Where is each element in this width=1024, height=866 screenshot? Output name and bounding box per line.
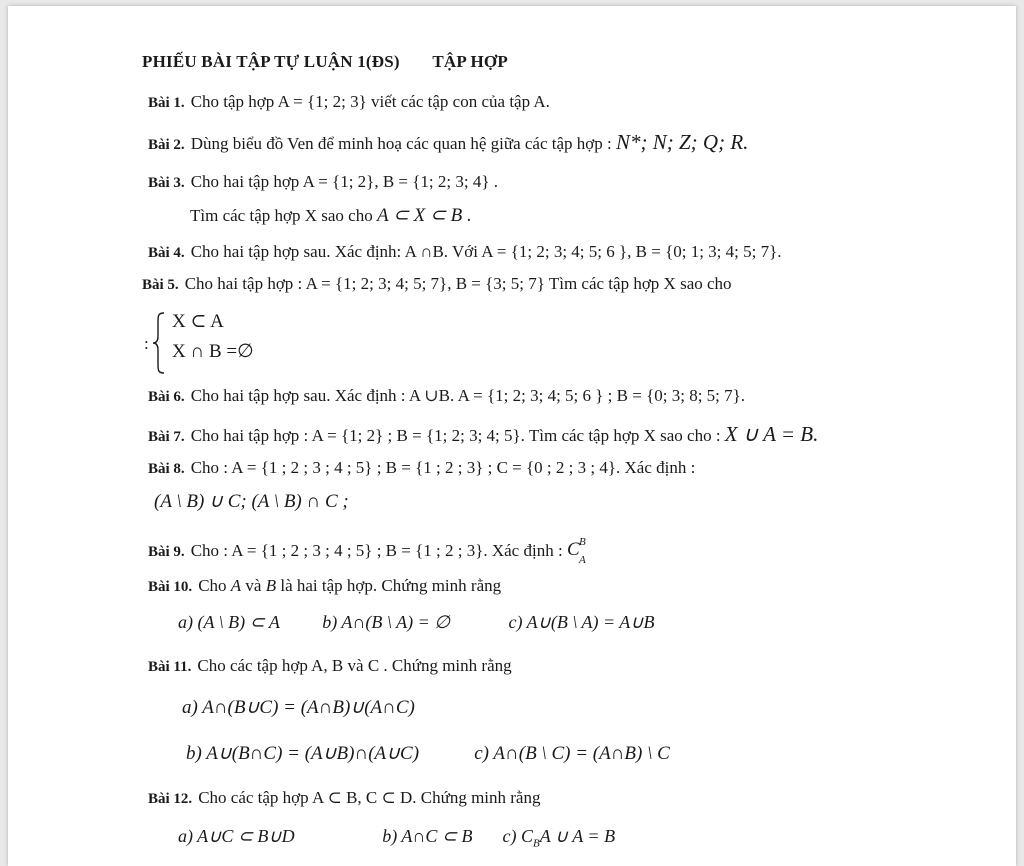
exercise-text: Cho các tập hợp A ⊂ B, C ⊂ D. Chứng minh rằng — [198, 788, 541, 807]
exercise-text: là hai tập hợp. Chứng minh rằng — [280, 576, 502, 595]
exercise-label: Bài 1. — [148, 95, 185, 111]
exercise-5 — [142, 274, 732, 295]
exercise-11 — [148, 656, 512, 677]
exercise-item: b) A∪(B∩C) = (A∪B)∩(A∪C) — [186, 743, 420, 764]
exercise-5-system — [144, 310, 304, 380]
exercise-label: Bài 8. — [148, 461, 185, 477]
left-brace-icon — [152, 312, 166, 374]
exercise-1 — [148, 92, 550, 113]
exercise-text: Dùng biểu đồ Ven để minh hoạ các quan hệ giữa các tập hợp : — [190, 134, 612, 153]
combination-base: C — [566, 539, 580, 560]
exercise-7 — [148, 424, 818, 447]
exercise-9 — [148, 536, 586, 566]
exercise-item: a) A∩(B∪C) = (A∩B)∪(A∩C) — [182, 697, 415, 718]
exercise-item-c — [502, 826, 616, 850]
document-page — [8, 6, 1016, 866]
exercise-label: Bài 5. — [142, 277, 179, 293]
exercise-text: và — [245, 576, 262, 595]
exercise-text: Cho hai tập hợp A = {1; 2}, B = {1; 2; 3; 4} . — [190, 172, 498, 191]
exercise-text: Cho hai tập hợp sau. Xác định : A ∪B. A = {1; 2; 3; 4; 5; 6 } ; B = {0; 3; 8; 5; 7}. — [190, 386, 746, 405]
exercise-item: b) A∩(B \ A) = ∅ — [322, 612, 450, 632]
exercise-text: Cho tập hợp A = {1; 2; 3} viết các tập con của tập A. — [190, 92, 550, 111]
exercise-8 — [148, 458, 695, 479]
exercise-item: a) A∪C ⊂ B∪D — [178, 826, 295, 846]
combination-sub: A — [578, 554, 586, 566]
exercise-3 — [148, 172, 498, 193]
exercise-math: (A \ B) ∪ C; (A \ B) ∩ C ; — [154, 491, 349, 512]
exercise-var: A — [230, 576, 242, 595]
exercise-item: b) A∩C ⊂ B — [382, 826, 473, 846]
worksheet-content — [8, 6, 1016, 849]
exercise-2 — [148, 132, 748, 155]
item-c-sub: B — [533, 837, 540, 850]
exercise-label: Bài 9. — [148, 544, 185, 560]
exercise-label: Bài 4. — [148, 245, 185, 261]
exercise-label: Bài 2. — [148, 137, 185, 153]
combination-sup: B — [578, 536, 586, 548]
combination-symbol — [566, 536, 586, 566]
exercise-item: c) A∩(B \ C) = (A∩B) \ C — [474, 743, 670, 764]
exercise-math: A ⊂ X ⊂ B . — [376, 205, 472, 226]
exercise-label: Bài 11. — [148, 659, 192, 675]
exercise-4 — [148, 242, 782, 263]
exercise-text: Cho hai tập hợp : A = {1; 2; 3; 4; 5; 7}, B = {3; 5; 7} Tìm các tập hợp X sao cho — [184, 274, 732, 293]
exercise-label: Bài 6. — [148, 389, 185, 405]
exercise-label: Bài 12. — [148, 791, 193, 807]
exercise-item: a) (A \ B) ⊂ A — [178, 612, 280, 632]
exercise-10-items — [178, 612, 654, 633]
exercise-3-line2 — [190, 206, 472, 226]
exercise-text: Cho : A = {1 ; 2 ; 3 ; 4 ; 5} ; B = {1 ; 2 ; 3} ; C = {0 ; 2 ; 3 ; 4}. Xác định : — [190, 458, 696, 477]
exercise-12-items — [178, 826, 615, 854]
exercise-var: B — [265, 576, 277, 595]
exercise-text: Cho — [198, 576, 227, 595]
exercise-11-items-bc — [186, 744, 670, 764]
title-right: TẬP HỢP — [432, 52, 508, 71]
exercise-text: Tìm các tập hợp X sao cho — [190, 206, 373, 225]
exercise-label: Bài 3. — [148, 175, 185, 191]
title-left: PHIẾU BÀI TẬP TỰ LUẬN 1(ĐS) — [142, 52, 400, 71]
exercise-10 — [148, 576, 501, 597]
exercise-8-line2 — [154, 492, 349, 512]
worksheet-title — [142, 52, 508, 72]
exercise-text: Cho hai tập hợp sau. Xác định: A ∩B. Với A = {1; 2; 3; 4; 5; 6 }, B = {0; 1; 3; 4; 5; 7}. — [190, 242, 782, 261]
item-c-pre: c) C — [502, 826, 533, 846]
item-c-post: A ∪ A = B — [539, 826, 616, 846]
exercise-text: Cho hai tập hợp : A = {1; 2} ; B = {1; 2; 3; 4; 5}. Tìm các tập hợp X sao cho : — [190, 426, 721, 445]
system-colon: : — [144, 334, 149, 353]
exercise-math: X ∪ A = B. — [724, 422, 819, 446]
exercise-text: Cho các tập hợp A, B và C . Chứng minh rằng — [197, 656, 512, 675]
exercise-label: Bài 10. — [148, 579, 193, 595]
exercise-6 — [148, 386, 745, 407]
exercise-item: c) A∪(B \ A) = A∪B — [508, 612, 655, 632]
exercise-label: Bài 7. — [148, 429, 185, 445]
system-row-2: X ∩ B =∅ — [172, 341, 254, 362]
system-row-1: X ⊂ A — [172, 311, 224, 332]
exercise-11-item-a — [182, 698, 415, 718]
exercise-12 — [148, 788, 540, 809]
exercise-text: Cho : A = {1 ; 2 ; 3 ; 4 ; 5} ; B = {1 ; 2 ; 3}. Xác định : — [190, 541, 563, 560]
exercise-math: N*; N; Z; Q; R. — [615, 130, 749, 154]
